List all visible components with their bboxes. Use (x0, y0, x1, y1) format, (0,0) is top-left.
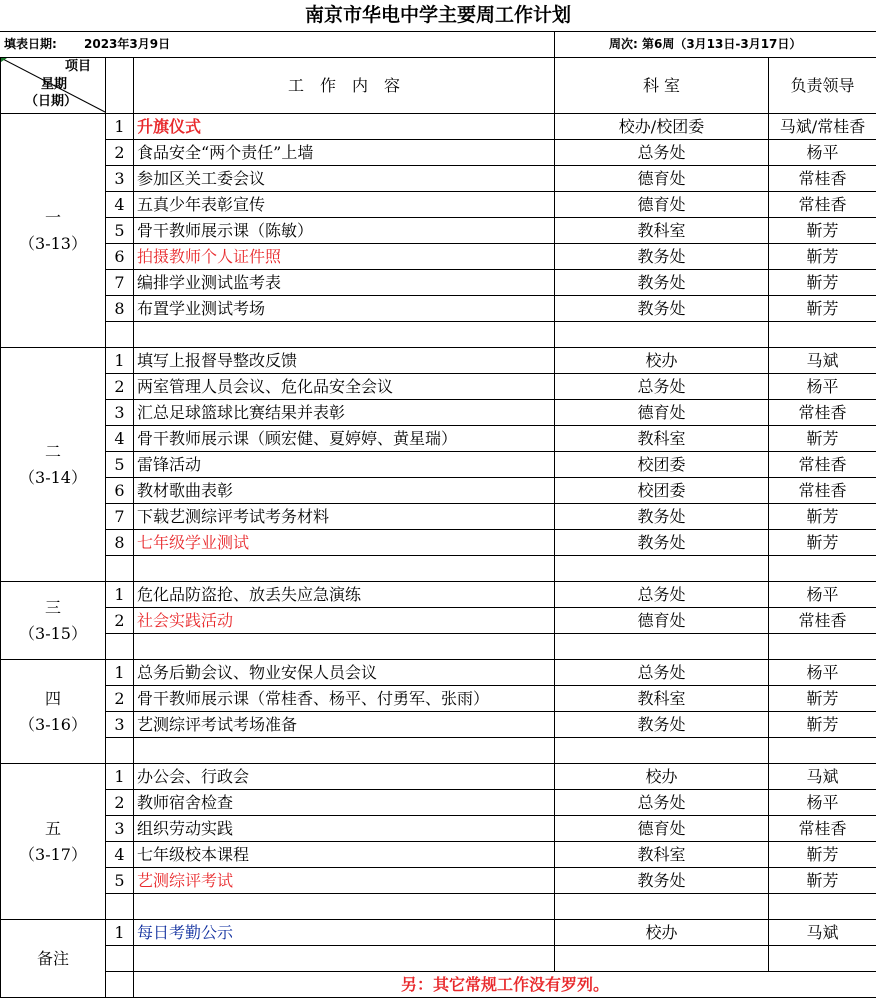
leader-cell (769, 556, 876, 582)
row-number: 3 (106, 712, 134, 738)
weekday-date: （3-14） (19, 467, 87, 487)
leader-cell: 马斌 (769, 348, 876, 374)
remarks-label: 备注 (1, 920, 106, 998)
task-content (134, 946, 555, 972)
department-cell: 德育处 (555, 608, 769, 634)
table-row (1, 842, 876, 868)
remarks-row (1, 920, 876, 946)
task-content: 布置学业测试考场 (134, 296, 555, 322)
task-content: 艺测综评考试 (134, 868, 555, 894)
task-content (134, 556, 555, 582)
table-row (1, 868, 876, 894)
leader-cell: 常桂香 (769, 452, 876, 478)
row-number: 3 (106, 400, 134, 426)
table-row (1, 556, 876, 582)
row-number: 2 (106, 686, 134, 712)
table-row (1, 478, 876, 504)
table-row (1, 296, 876, 322)
department-header: 科 室 (555, 58, 769, 114)
leader-cell: 杨平 (769, 790, 876, 816)
leader-cell: 常桂香 (769, 816, 876, 842)
leader-cell: 靳芳 (769, 270, 876, 296)
table-row (1, 140, 876, 166)
row-number: 2 (106, 790, 134, 816)
task-content: 拍摄教师个人证件照 (134, 244, 555, 270)
task-content (134, 322, 555, 348)
leader-cell: 杨平 (769, 582, 876, 608)
department-cell: 德育处 (555, 816, 769, 842)
weekday-cell (1, 764, 106, 920)
department-cell: 总务处 (555, 582, 769, 608)
weekday-cell (1, 582, 106, 660)
task-content: 总务后勤会议、物业安保人员会议 (134, 660, 555, 686)
task-content: 参加区关工委会议 (134, 166, 555, 192)
weekday-cell (1, 660, 106, 764)
department-cell: 教务处 (555, 868, 769, 894)
department-cell: 校办/校团委 (555, 114, 769, 140)
row-number: 4 (106, 192, 134, 218)
leader-cell: 靳芳 (769, 686, 876, 712)
weekday-name: 一 (44, 207, 61, 227)
row-number (106, 894, 134, 920)
row-number: 1 (106, 660, 134, 686)
table-row (1, 686, 876, 712)
leader-cell: 杨平 (769, 374, 876, 400)
task-content: 七年级学业测试 (134, 530, 555, 556)
department-cell: 校办 (555, 920, 769, 946)
row-number (106, 972, 134, 998)
week-label: 周次: 第6周（3月13日-3月17日） (609, 37, 802, 51)
row-number: 3 (106, 166, 134, 192)
department-cell: 教务处 (555, 530, 769, 556)
table-row (1, 374, 876, 400)
leader-cell: 常桂香 (769, 478, 876, 504)
row-number: 3 (106, 816, 134, 842)
fill-date-label: 填表日期: (4, 37, 57, 51)
corner-header-cell (1, 58, 106, 114)
table-row (1, 322, 876, 348)
table-row (1, 790, 876, 816)
table-row (1, 426, 876, 452)
row-number: 7 (106, 504, 134, 530)
row-number (106, 556, 134, 582)
task-content: 七年级校本课程 (134, 842, 555, 868)
task-content (134, 634, 555, 660)
row-number (106, 322, 134, 348)
page-title: 南京市华电中学主要周工作计划 (304, 4, 571, 26)
leader-cell: 马斌 (769, 920, 876, 946)
department-cell (555, 738, 769, 764)
leader-cell: 靳芳 (769, 504, 876, 530)
leader-cell: 靳芳 (769, 842, 876, 868)
table-row (1, 894, 876, 920)
leader-cell: 马斌 (769, 764, 876, 790)
task-content: 两室管理人员会议、危化品安全会议 (134, 374, 555, 400)
number-header-cell (106, 58, 134, 114)
task-content: 雷锋活动 (134, 452, 555, 478)
department-cell: 教科室 (555, 686, 769, 712)
leader-cell: 常桂香 (769, 400, 876, 426)
department-cell: 教务处 (555, 504, 769, 530)
row-number: 8 (106, 296, 134, 322)
table-row (1, 816, 876, 842)
footer-row (1, 972, 876, 998)
table-row (1, 114, 876, 140)
table-row (1, 192, 876, 218)
row-number: 1 (106, 114, 134, 140)
leader-cell: 靳芳 (769, 218, 876, 244)
task-content: 教师宿舍检查 (134, 790, 555, 816)
task-content: 社会实践活动 (134, 608, 555, 634)
table-row (1, 738, 876, 764)
task-content: 危化品防盗抢、放丢失应急演练 (134, 582, 555, 608)
title-divider (0, 31, 876, 32)
row-number: 2 (106, 140, 134, 166)
leader-cell: 常桂香 (769, 192, 876, 218)
leader-cell: 靳芳 (769, 868, 876, 894)
header-row (1, 58, 876, 114)
department-cell (555, 894, 769, 920)
info-divider (554, 31, 555, 57)
department-cell: 德育处 (555, 400, 769, 426)
remarks-row (1, 946, 876, 972)
row-number (106, 738, 134, 764)
department-cell (555, 946, 769, 972)
weekday-date: （3-16） (19, 714, 87, 734)
department-cell: 教务处 (555, 270, 769, 296)
leader-cell: 常桂香 (769, 608, 876, 634)
department-cell: 总务处 (555, 374, 769, 400)
row-number (106, 634, 134, 660)
leader-cell: 常桂香 (769, 166, 876, 192)
table-row (1, 348, 876, 374)
task-content (134, 738, 555, 764)
table-row (1, 504, 876, 530)
table-row (1, 166, 876, 192)
task-content: 升旗仪式 (134, 114, 555, 140)
corner-weekday-label: 星期 (41, 77, 68, 92)
row-number: 1 (106, 764, 134, 790)
leader-cell (769, 946, 876, 972)
table-row (1, 270, 876, 296)
department-cell: 教务处 (555, 296, 769, 322)
department-cell: 教科室 (555, 842, 769, 868)
table-row (1, 608, 876, 634)
row-number: 4 (106, 426, 134, 452)
leader-cell: 靳芳 (769, 426, 876, 452)
row-number: 2 (106, 374, 134, 400)
department-cell: 校办 (555, 764, 769, 790)
row-number: 6 (106, 478, 134, 504)
row-number: 5 (106, 452, 134, 478)
leader-cell (769, 322, 876, 348)
department-cell: 教务处 (555, 244, 769, 270)
row-number: 1 (106, 582, 134, 608)
task-content: 填写上报督导整改反馈 (134, 348, 555, 374)
table-row (1, 218, 876, 244)
row-number: 6 (106, 244, 134, 270)
task-content: 食品安全“两个责任”上墙 (134, 140, 555, 166)
task-content: 汇总足球篮球比赛结果并表彰 (134, 400, 555, 426)
row-number (106, 946, 134, 972)
table-row (1, 712, 876, 738)
task-content: 办公会、行政会 (134, 764, 555, 790)
task-content: 五真少年表彰宣传 (134, 192, 555, 218)
department-cell: 校团委 (555, 452, 769, 478)
table-row (1, 244, 876, 270)
department-cell: 教科室 (555, 426, 769, 452)
leader-cell: 靳芳 (769, 296, 876, 322)
leader-cell: 杨平 (769, 660, 876, 686)
row-number: 1 (106, 348, 134, 374)
footer-note: 另：其它常规工作没有罗列。 (134, 972, 876, 998)
department-cell: 总务处 (555, 790, 769, 816)
row-number: 7 (106, 270, 134, 296)
task-content: 编排学业测试监考表 (134, 270, 555, 296)
leader-cell (769, 634, 876, 660)
task-content (134, 894, 555, 920)
weekday-cell (1, 348, 106, 582)
department-cell: 德育处 (555, 166, 769, 192)
department-cell: 校办 (555, 348, 769, 374)
department-cell: 校团委 (555, 478, 769, 504)
task-content: 骨干教师展示课（常桂香、杨平、付勇军、张雨） (134, 686, 555, 712)
weekday-name: 五 (44, 818, 61, 838)
task-content: 骨干教师展示课（陈敏） (134, 218, 555, 244)
weekday-name: 二 (44, 441, 61, 461)
department-cell (555, 556, 769, 582)
table-row (1, 660, 876, 686)
department-cell: 教科室 (555, 218, 769, 244)
weekday-name: 四 (44, 688, 61, 708)
table-row (1, 582, 876, 608)
row-number: 2 (106, 608, 134, 634)
department-cell: 教务处 (555, 712, 769, 738)
row-number: 5 (106, 218, 134, 244)
row-number: 5 (106, 868, 134, 894)
department-cell (555, 322, 769, 348)
weekday-date: （3-13） (19, 233, 87, 253)
task-content: 组织劳动实践 (134, 816, 555, 842)
weekday-cell (1, 114, 106, 348)
leader-cell: 靳芳 (769, 712, 876, 738)
row-number: 1 (106, 920, 134, 946)
leader-cell: 杨平 (769, 140, 876, 166)
task-content: 骨干教师展示课（顾宏健、夏婷婷、黄星瑞） (134, 426, 555, 452)
weekday-date: （3-15） (19, 623, 87, 643)
row-number: 4 (106, 842, 134, 868)
task-content: 每日考勤公示 (134, 920, 555, 946)
leader-cell: 靳芳 (769, 244, 876, 270)
weekday-date: （3-17） (19, 844, 87, 864)
table-row (1, 400, 876, 426)
department-cell: 德育处 (555, 192, 769, 218)
row-number: 8 (106, 530, 134, 556)
leader-header: 负责领导 (769, 58, 876, 114)
corner-item-label: 项目 (65, 59, 92, 74)
work-plan-table (0, 57, 876, 998)
table-row (1, 634, 876, 660)
leader-cell: 靳芳 (769, 530, 876, 556)
content-header: 工 作 内 容 (134, 58, 555, 114)
table-row (1, 452, 876, 478)
corner-date-label: （日期） (25, 94, 78, 109)
task-content: 教材歌曲表彰 (134, 478, 555, 504)
task-content: 下载艺测综评考试考务材料 (134, 504, 555, 530)
table-row (1, 530, 876, 556)
department-cell: 总务处 (555, 140, 769, 166)
task-content: 艺测综评考试考场准备 (134, 712, 555, 738)
leader-cell (769, 738, 876, 764)
weekday-name: 三 (44, 597, 61, 617)
department-cell: 总务处 (555, 660, 769, 686)
leader-cell: 马斌/常桂香 (769, 114, 876, 140)
table-row (1, 764, 876, 790)
department-cell (555, 634, 769, 660)
fill-date-value: 2023年3月9日 (84, 37, 171, 51)
leader-cell (769, 894, 876, 920)
